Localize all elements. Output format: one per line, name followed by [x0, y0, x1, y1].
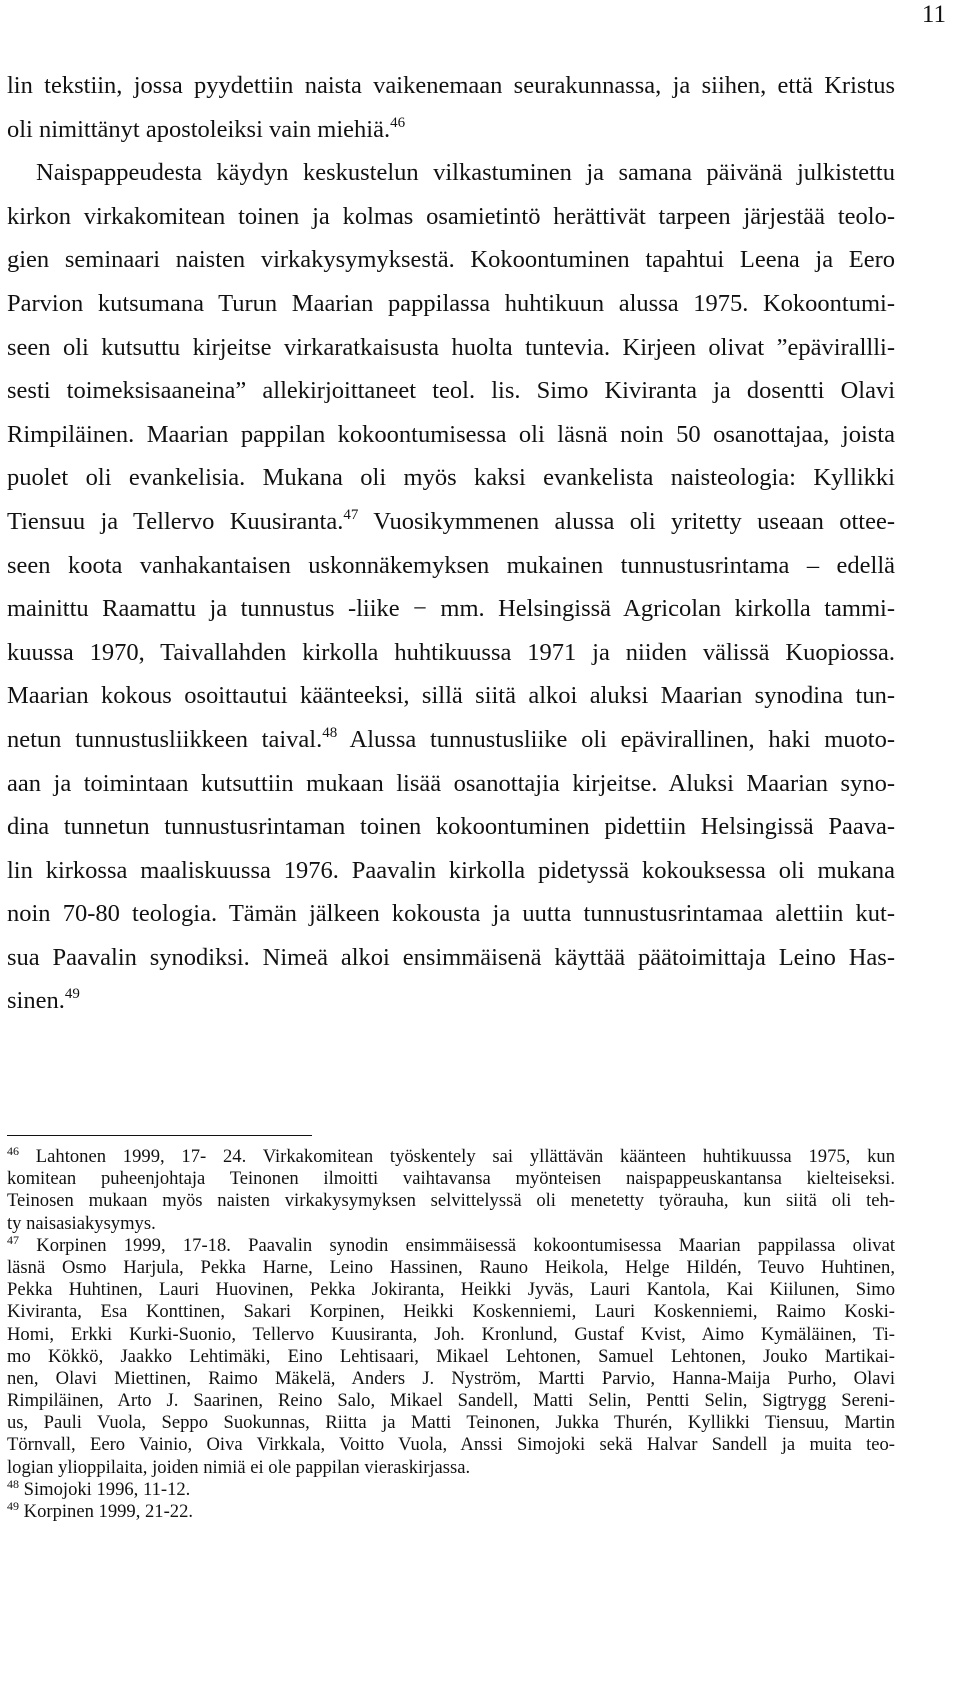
body-line [7, 631, 895, 675]
body-line-text-continued: Vuosikymmenen alussa oli yritetty useaan ottee- [358, 507, 895, 535]
footnote-line [7, 1368, 895, 1390]
body-line [7, 413, 895, 457]
footnote-number: 48 [7, 1476, 19, 1491]
body-line [7, 979, 895, 1023]
body-line-text: puolet oli evankelisia. Mukana oli myös kaksi evankelista naisteologia: Kyllikki [7, 464, 895, 492]
body-line-text: kuussa 1970, Taivallahden kirkolla huhtikuussa 1971 ja niiden välissä Kuopiossa. [7, 638, 895, 666]
footnote-line [7, 1301, 895, 1323]
footnote-line [7, 1232, 895, 1257]
footnote-line-text: mo Kökkö, Jaakko Lehtimäki, Eino Lehtisaari, Mikael Lehtonen, Samuel Lehtonen, Jouko Martikai- [7, 1345, 895, 1367]
body-line [7, 849, 895, 893]
body-line-text: Naispappeudesta käydyn keskustelun vilkastuminen ja samana päivänä julkistettu [36, 159, 895, 187]
body-line-text: aan ja toimintaan kutsuttiin mukaan lisää osanottajia kirjeitse. Aluksi Maarian syno- [7, 769, 895, 797]
footnote-line [7, 1412, 895, 1434]
footnote-line-text: Kiviranta, Esa Konttinen, Sakari Korpinen, Heikki Koskenniemi, Lauri Koskenniemi, Raimo Koski- [7, 1301, 895, 1323]
body-line-text: oli nimittänyt apostoleiksi vain miehiä. [7, 115, 391, 143]
footnote-line [7, 1434, 895, 1456]
footnote-line-text: Teinosen mukaan myös naisten virkakysymyksen selvittelyssä oli menetetty työrauha, kun siitä oli teh- [7, 1190, 895, 1212]
body-text [7, 64, 895, 1023]
body-line-text: mainittu Raamattu ja tunnustus -liike − mm. Helsingissä Agricolan kirkolla tammi- [7, 595, 895, 623]
body-line [7, 282, 895, 326]
body-line [7, 805, 895, 849]
body-line-text: sinen. [7, 987, 65, 1015]
body-line-text: Tiensuu ja Tellervo Kuusiranta. [7, 507, 344, 535]
body-line-text: lin kirkossa maaliskuussa 1976. Paavalin kirkolla pidetyssä kokouksessa oli mukana [7, 856, 895, 884]
footnote-line [7, 1390, 895, 1412]
body-line [7, 151, 895, 195]
footnote-line [7, 1146, 895, 1168]
body-line [7, 108, 895, 152]
footnote-line-text: logian ylioppilaita, joiden nimiä ei ole pappilan vieraskirjassa. [7, 1456, 471, 1478]
footnote-line-text: us, Pauli Vuola, Seppo Suokunnas, Riitta ja Matti Teinonen, Jukka Thurén, Kyllikki Tiensuu, Martin [7, 1412, 895, 1434]
body-line-text: gien seminaari naisten virkakysymyksestä. Kokoontuminen tapahtui Leena ja Eero [7, 246, 895, 274]
body-line-text: lin tekstiin, jossa pyydettiin naista vaikenemaan seurakunnassa, ja siihen, että Kristus [7, 72, 895, 99]
footnote-line-text: läsnä Osmo Harjula, Pekka Harne, Leino Hassinen, Rauno Heikola, Helge Hildén, Teuvo Huhtinen, [7, 1256, 895, 1278]
body-line [7, 326, 895, 370]
footnote-reference: 49 [64, 986, 80, 1003]
footnote-line-text: Korpinen 1999, 17-18. Paavalin synodin ensimmäisessä kokoontumisessa Maarian pappilassa olivat [19, 1234, 895, 1256]
footnote-line [7, 1501, 895, 1523]
footnotes [7, 1146, 895, 1523]
footnote-reference: 47 [343, 506, 359, 523]
body-line [7, 936, 895, 980]
body-line-text: seen koota vanhakantaisen uskonnäkemyksen mukainen tunnustusrintama – edellä [7, 551, 895, 579]
footnote-number: 47 [7, 1232, 19, 1247]
body-line-text: Maarian kokous osoittautui käänteeksi, sillä siitä alkoi aluksi Maarian synodina tun- [7, 682, 895, 710]
footnote-reference: 48 [322, 724, 338, 741]
footnote-line [7, 1279, 895, 1301]
body-line [7, 238, 895, 282]
footnote-line-text: Lahtonen 1999, 17- 24. Virkakomitean työskentely sai yllättävän käänteen huhtikuussa 1975, kun [19, 1146, 895, 1167]
body-line-text: seen oli kutsuttu kirjeitse virkaratkaisusta huolta tuntevia. Kirjeen olivat ”epävirallli- [7, 333, 895, 361]
body-line-text: Rimpiläinen. Maarian pappilan kokoontumisessa oli läsnä noin 50 osanottajaa, joista [7, 420, 895, 448]
footnote-number: 49 [7, 1499, 19, 1513]
footnote-line-text: komitean puheenjohtaja Teinonen ilmoitti vaihtavansa myönteisen naispappeuskantansa kielteiseksi. [7, 1168, 895, 1190]
footnote-line [7, 1213, 895, 1235]
body-line [7, 587, 895, 631]
footnote-line-text: nen, Olavi Miettinen, Raimo Mäkelä, Anders J. Nyström, Martti Parvio, Hanna-Maija Purho, Olavi [7, 1367, 895, 1389]
body-line-text-continued: Alussa tunnustusliike oli epävirallinen, haki muoto- [337, 725, 895, 753]
body-line [7, 369, 895, 413]
footnote-number: 46 [7, 1144, 19, 1158]
body-line [7, 892, 895, 936]
body-line-text: noin 70-80 teologia. Tämän jälkeen kokousta ja uutta tunnustusrintamaa alettiin kut- [7, 900, 895, 928]
footnote-line-text: Törnvall, Eero Vainio, Oiva Virkkala, Voitto Vuola, Anssi Simojoki sekä Halvar Sandell ja muita teo- [7, 1434, 895, 1456]
footnote-line-text: Simojoki 1996, 11-12. [19, 1478, 191, 1500]
body-line [7, 456, 895, 500]
body-line-text: sesti toimeksisaaneina” allekirjoittaneet teol. lis. Simo Kiviranta ja dosentti Olavi [7, 377, 895, 405]
footnote-divider [7, 1135, 312, 1136]
footnote-line [7, 1346, 895, 1368]
page-number: 11 [921, 1, 946, 28]
footnote-line [7, 1190, 895, 1212]
footnote-line-text: Korpinen 1999, 21-22. [19, 1501, 194, 1522]
footnote-line [7, 1457, 895, 1479]
footnote-line-text: ty naisasiakysymys. [7, 1212, 156, 1234]
body-line [7, 64, 895, 108]
footnote-line [7, 1257, 895, 1279]
body-line-text: netun tunnustusliikkeen taival. [7, 725, 323, 753]
body-line [7, 674, 895, 718]
body-line-text: sua Paavalin synodiksi. Nimeä alkoi ensimmäisenä käyttää päätoimittaja Leino Has- [7, 943, 895, 971]
body-line-text: dina tunnetun tunnustusrintaman toinen kokoontuminen pidettiin Helsingissä Paava- [7, 813, 895, 841]
footnote-line [7, 1324, 895, 1346]
body-line [7, 544, 895, 588]
footnote-line-text: Rimpiläinen, Arto J. Saarinen, Reino Salo, Mikael Sandell, Matti Selin, Pentti Selin, Sigtrygg Sereni- [7, 1390, 895, 1412]
footnote-line [7, 1168, 895, 1190]
body-line-text: kirkon virkakomitean toinen ja kolmas osamietintö herättivät tarpeen järjestää teolo- [7, 202, 895, 230]
body-line [7, 195, 895, 239]
footnote-line-text: Pekka Huhtinen, Lauri Huovinen, Pekka Jokiranta, Heikki Jyväs, Lauri Kantola, Kai Kiilunen, Simo [7, 1279, 895, 1301]
footnote-line [7, 1476, 895, 1501]
footnote-line-text: Homi, Erkki Kurki-Suonio, Tellervo Kuusiranta, Joh. Kronlund, Gustaf Kvist, Aimo Kymäläinen, Ti- [7, 1323, 895, 1345]
footnote-reference: 46 [390, 114, 406, 131]
body-line-text: Parvion kutsumana Turun Maarian pappilassa huhtikuun alussa 1975. Kokoontumi- [7, 289, 895, 317]
body-line [7, 762, 895, 806]
body-line [7, 718, 895, 762]
body-line [7, 500, 895, 544]
